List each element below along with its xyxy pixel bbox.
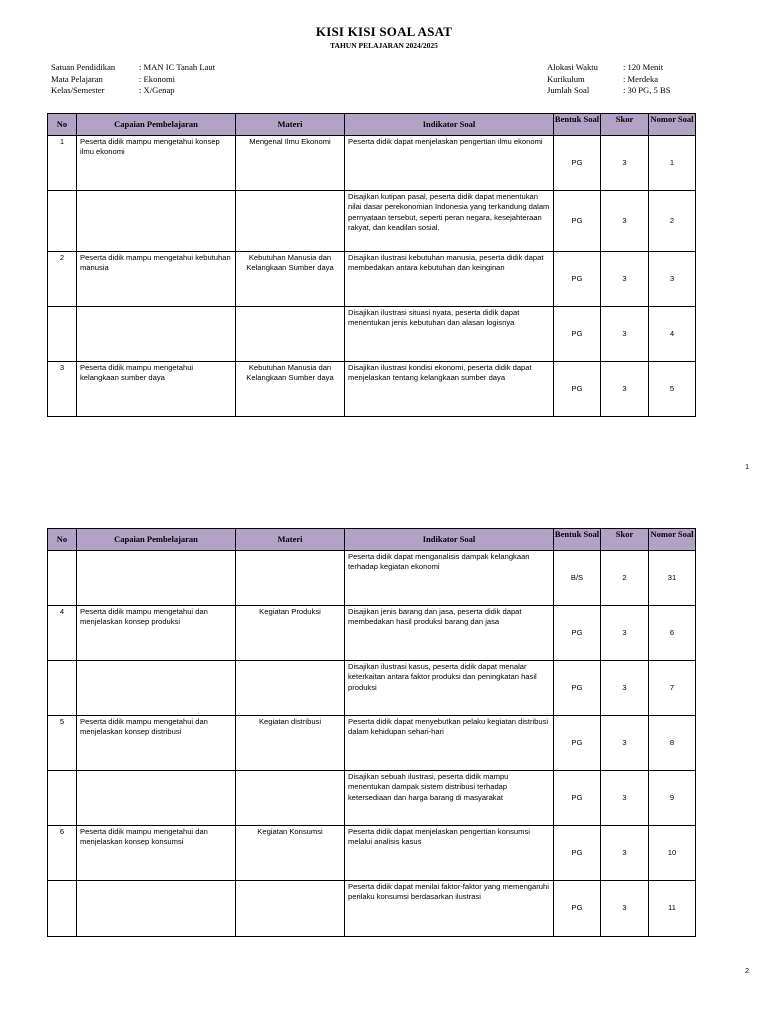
info-row-mata-pelajaran (51, 74, 215, 86)
cell-nomor: 6 (649, 606, 696, 661)
cell-nomor: 2 (649, 191, 696, 252)
cell-capaian (77, 881, 236, 937)
cell-indikator: Disajikan kutipan pasal, peserta didik dapat menentukan nilai dasar perekonomian Indonesia yang terkandung dalam pernyataan tersebut, seperti peran negara, kesejahteraan rakyat, dan keadilan sosial. (345, 191, 554, 252)
cell-nomor: 1 (649, 136, 696, 191)
header-no: No (48, 529, 77, 551)
cell-skor: 3 (601, 191, 649, 252)
info-value: : 30 PG, 5 BS (623, 85, 671, 95)
cell-skor: 3 (601, 307, 649, 362)
cell-skor: 3 (601, 826, 649, 881)
cell-capaian: Peserta didik mampu mengetahui dan menjelaskan konsep konsumsi (77, 826, 236, 881)
cell-skor: 3 (601, 606, 649, 661)
cell-capaian (77, 191, 236, 252)
cell-skor: 2 (601, 551, 649, 606)
table-row (48, 606, 696, 661)
page-number-2: 2 (745, 968, 749, 975)
info-value: : MAN IC Tanah Laut (139, 62, 216, 72)
cell-bentuk: PG (554, 881, 601, 937)
cell-skor: 3 (601, 362, 649, 417)
info-value: : Merdeka (623, 73, 659, 84)
info-row-alokasi-waktu (547, 62, 671, 74)
header-no: No (48, 114, 77, 136)
cell-indikator: Peserta didik dapat menyebutkan pelaku kegiatan distribusi dalam kehidupan sehari-hari (345, 716, 554, 771)
table-row (48, 826, 696, 881)
table-row (48, 771, 696, 826)
table-row (48, 252, 696, 307)
table-header-row (48, 529, 696, 551)
page-number-1: 1 (745, 464, 749, 471)
cell-skor: 3 (601, 881, 649, 937)
header-bentuk: Bentuk Soal (554, 529, 601, 551)
info-label: Alokasi Waktu (547, 62, 598, 72)
info-label: Kurikulum (547, 73, 585, 84)
cell-indikator: Disajikan ilustrasi kasus, peserta didik dapat menalar keterkaitan antara faktor produksi dan peningkatan hasil produksi (345, 661, 554, 716)
cell-indikator: Disajikan ilustrasi kondisi ekonomi, peserta didik dapat menjelaskan tentang kelangkaan sumber daya (345, 362, 554, 417)
header-nomor: Nomor Soal (649, 114, 696, 136)
cell-no: 4 (48, 606, 77, 661)
cell-indikator: Disajikan jenis barang dan jasa, peserta didik dapat membedakan hasil produksi barang dan jasa (345, 606, 554, 661)
cell-bentuk: B/S (554, 551, 601, 606)
table-header-row (48, 114, 696, 136)
header-skor: Skor (601, 114, 649, 136)
cell-indikator: Disajikan ilustrasi kebutuhan manusia, peserta didik dapat membedakan antara kebutuhan dan keinginan (345, 252, 554, 307)
cell-capaian: Peserta didik mampu mengetahui dan menjelaskan konsep distribusi (77, 716, 236, 771)
cell-no (48, 661, 77, 716)
cell-bentuk: PG (554, 307, 601, 362)
cell-no (48, 771, 77, 826)
cell-no (48, 551, 77, 606)
cell-nomor: 4 (649, 307, 696, 362)
kisi-table-page-1 (47, 113, 696, 417)
table-row (48, 661, 696, 716)
cell-materi: Mengenal Ilmu Ekonomi (236, 136, 345, 191)
info-label: Mata Pelajaran (51, 73, 103, 84)
cell-no: 5 (48, 716, 77, 771)
cell-materi: Kebutuhan Manusia dan Kelangkaan Sumber daya (236, 362, 345, 417)
cell-capaian (77, 307, 236, 362)
info-row-kurikulum (547, 74, 671, 86)
table-row (48, 136, 696, 191)
table-row (48, 716, 696, 771)
cell-skor: 3 (601, 716, 649, 771)
cell-no: 2 (48, 252, 77, 307)
header-skor: Skor (601, 529, 649, 551)
cell-nomor: 7 (649, 661, 696, 716)
cell-materi (236, 661, 345, 716)
cell-no (48, 191, 77, 252)
info-value: : Ekonomi (139, 73, 176, 84)
table-body-page-1 (48, 136, 696, 417)
document-title: KISI KISI SOAL ASAT (315, 24, 453, 39)
cell-bentuk: PG (554, 252, 601, 307)
header-capaian: Capaian Pembelajaran (77, 114, 236, 136)
cell-bentuk: PG (554, 716, 601, 771)
cell-no: 3 (48, 362, 77, 417)
cell-nomor: 3 (649, 252, 696, 307)
info-row-satuan-pendidikan (51, 62, 215, 74)
cell-materi (236, 307, 345, 362)
cell-nomor: 31 (649, 551, 696, 606)
cell-materi: Kegiatan Produksi (236, 606, 345, 661)
cell-skor: 3 (601, 252, 649, 307)
cell-nomor: 8 (649, 716, 696, 771)
info-row-jumlah-soal (547, 85, 671, 97)
cell-bentuk: PG (554, 606, 601, 661)
info-row-kelas-semester (51, 85, 215, 97)
cell-bentuk: PG (554, 661, 601, 716)
cell-bentuk: PG (554, 362, 601, 417)
cell-materi (236, 191, 345, 252)
cell-no (48, 881, 77, 937)
info-left (51, 62, 215, 97)
table-row (48, 362, 696, 417)
cell-indikator: Peserta didik dapat menjelaskan pengertian konsumsi melalui analisis kasus (345, 826, 554, 881)
cell-indikator: Peserta didik dapat menjelaskan pengertian ilmu ekonomi (345, 136, 554, 191)
cell-skor: 3 (601, 136, 649, 191)
cell-capaian: Peserta didik mampu mengetahui dan menjelaskan konsep produksi (77, 606, 236, 661)
cell-skor: 3 (601, 771, 649, 826)
cell-capaian: Peserta didik mampu mengetahui kebutuhan manusia (77, 252, 236, 307)
cell-no (48, 307, 77, 362)
info-label: Kelas/Semester (51, 85, 105, 95)
cell-bentuk: PG (554, 191, 601, 252)
cell-materi (236, 881, 345, 937)
cell-indikator: Peserta didik dapat menganalisis dampak kelangkaan terhadap kegiatan ekonomi (345, 551, 554, 606)
cell-bentuk: PG (554, 771, 601, 826)
header-capaian: Capaian Pembelajaran (77, 529, 236, 551)
table-row (48, 307, 696, 362)
cell-nomor: 11 (649, 881, 696, 937)
cell-nomor: 9 (649, 771, 696, 826)
header-nomor: Nomor Soal (649, 529, 696, 551)
info-right (547, 62, 671, 97)
header-indikator: Indikator Soal (345, 114, 554, 136)
info-label: Satuan Pendidikan (51, 62, 116, 72)
cell-materi (236, 551, 345, 606)
info-value: : 120 Menit (623, 62, 664, 72)
cell-capaian (77, 771, 236, 826)
table-row (48, 551, 696, 606)
info-label: Jumlah Soal (547, 85, 590, 95)
cell-no: 6 (48, 826, 77, 881)
cell-indikator: Disajikan sebuah ilustrasi, peserta didik mampu menentukan dampak sistem distribusi terhadap ketersediaan dan harga barang di masyarakat (345, 771, 554, 826)
table-row (48, 191, 696, 252)
cell-nomor: 10 (649, 826, 696, 881)
header-bentuk: Bentuk Soal (554, 114, 601, 136)
header-materi: Materi (236, 114, 345, 136)
cell-bentuk: PG (554, 826, 601, 881)
header-materi: Materi (236, 529, 345, 551)
cell-capaian: Peserta didik mampu mengetahui konsep ilmu ekonomi (77, 136, 236, 191)
cell-materi: Kegiatan Konsumsi (236, 826, 345, 881)
cell-materi: Kebutuhan Manusia dan Kelangkaan Sumber daya (236, 252, 345, 307)
cell-capaian (77, 661, 236, 716)
cell-materi (236, 771, 345, 826)
table-body-page-2 (48, 551, 696, 937)
cell-capaian: Peserta didik mampu mengetahui kelangkaan sumber daya (77, 362, 236, 417)
cell-no: 1 (48, 136, 77, 191)
document-subtitle: TAHUN PELAJARAN 2024/2025 (330, 41, 438, 50)
cell-materi: Kegiatan distribusi (236, 716, 345, 771)
info-value: : X/Genap (139, 85, 175, 95)
cell-skor: 3 (601, 661, 649, 716)
cell-indikator: Peserta didik dapat menilai faktor-faktor yang memengaruhi perilaku konsumsi berdasarkan ilustrasi (345, 881, 554, 937)
header-indikator: Indikator Soal (345, 529, 554, 551)
cell-capaian (77, 551, 236, 606)
cell-nomor: 5 (649, 362, 696, 417)
kisi-table-page-2 (47, 528, 696, 937)
cell-indikator: Disajikan ilustrasi situasi nyata, peserta didik dapat menentukan jenis kebutuhan dan alasan logisnya (345, 307, 554, 362)
table-row (48, 881, 696, 937)
cell-bentuk: PG (554, 136, 601, 191)
